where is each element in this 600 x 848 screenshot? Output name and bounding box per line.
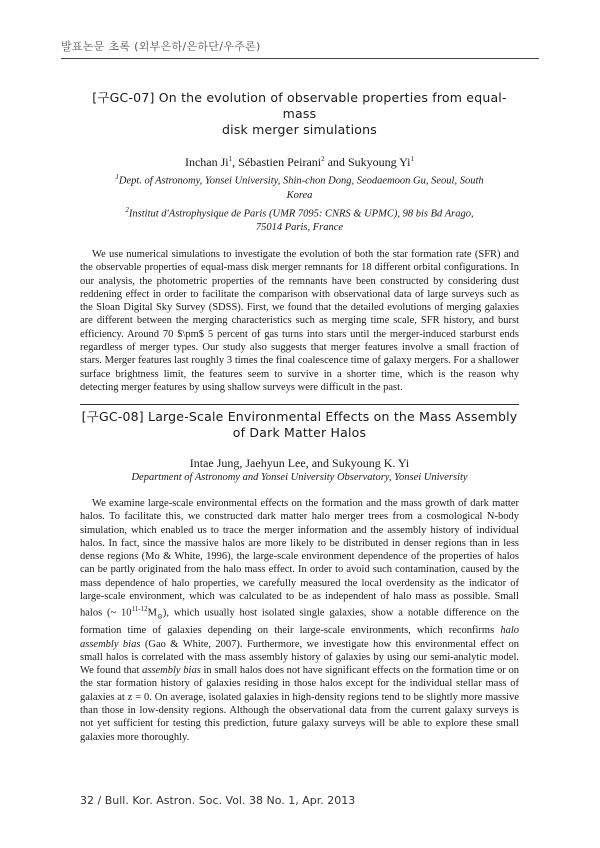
running-header: 발표논문 초록 (외부은하/은하단/우주론)	[61, 40, 261, 53]
affiliation-line: Dept. of Astronomy, Yonsei University, Shin-chon Dong, Seodaemoon Gu, Seoul, South	[118, 175, 484, 187]
mass-unit: M	[147, 607, 157, 619]
abstract-title	[80, 90, 519, 138]
abstract-title-line1: [구GC-07] On the evolution of observable properties from equal-mass	[92, 90, 507, 121]
section-separator	[80, 404, 519, 405]
affiliation-line: Institut d'Astrophysique de Paris (UMR 7095: CNRS & UPMC), 98 bis Bd Arago,	[128, 208, 474, 219]
affiliation-line: Korea	[286, 189, 313, 201]
abstract-title-line1: [구GC-08] Large-Scale Environmental Effects on the Mass Assembly	[81, 409, 518, 424]
affiliation-sup: 2	[125, 205, 129, 214]
page-footer: 32 / Bull. Kor. Astron. Soc. Vol. 38 No. 1, Apr. 2013	[80, 794, 356, 807]
solar-symbol: ⊙	[156, 612, 163, 621]
author-separator: and	[324, 155, 348, 169]
affiliation: Department of Astronomy and Yonsei University Observatory, Yonsei University	[131, 472, 468, 483]
author-list: Intae Jung, Jaehyun Lee, and Sukyoung K. Yi	[189, 456, 410, 470]
italic-term: assembly bias	[142, 665, 201, 677]
author-separator: ,	[232, 155, 239, 169]
abstract-body	[80, 497, 519, 744]
body-text: ), which usually host isolated single galaxies, show a notable difference on the formation time of galaxies depending on their large-scale environments, which reconfirms	[80, 607, 519, 637]
author-sup: 1	[228, 155, 233, 163]
mass-exponent: 11-12	[131, 605, 148, 614]
author-sup: 1	[410, 155, 415, 163]
affiliation-line: 75014 Paris, France	[255, 222, 344, 233]
affiliation-2	[80, 203, 519, 236]
author-sup: 2	[321, 155, 325, 163]
affiliation-sup: 1	[115, 173, 119, 181]
body-text: We examine large-scale environmental effects on the formation and the mass growth of dark matter halos. To facilitate this, we constructed dark matter halo merger trees from a cosmological N-body simulation, which enabled us to trace the merger information and the assembly history of individual halos. In fact, since the massive halos are more likely to be distributed in denser regions than in less dense regions (Mo & White, 1996), the large-scale environment dependence of the properties of halos can be partly originated from the halo mass effect. In order to avoid such contamination, caused by the mass dependence of halo properties, we carefully measured the local overdensity as the indicator of large-scale environment, which was calculated to be as independent of halo mass as possible. Small halos (~ 10	[80, 498, 519, 619]
italic-term: halo assembly bias	[80, 625, 519, 650]
affiliation-1	[80, 170, 519, 203]
author-list	[80, 152, 519, 170]
abstract-title	[80, 409, 519, 441]
author-name: Sukyoung Yi	[347, 155, 411, 169]
abstract-gc08	[80, 409, 519, 744]
abstract-body: We use numerical simulations to investigate the evolution of both the star formation rate (SFR) and the observable properties of equal-mass disk merger remnants for 18 different orbital configurations. In our analysis, the photometric properties of the remnants have been constructed by considering dust reddening effect in order to facilitate the comparison with observational data of large surveys such as the Sloan Digital Sky Survey (SDSS). First, we found that the detailed evolutions of merging galaxies are different between the merging characteristics such as merging time scale, SFR history, and burst efficiency. Around 70 $\pm$ 5 percent of gas turns into stars until the merger-induced starburst ends regardless of merger types. Our study also suggests that merger features involve a small fraction of stars. Merger features last roughly 3 times the final coalescence time of galaxy mergers. For a shallower surface brightness limit, the features seem to survive in a shorter time, which is the reason why detecting merger features by using shallow surveys were difficult in the past.	[80, 249, 519, 393]
body-text: (Gao & White, 2007). Furthermore, we investigate how this environmental effect on small halos is correlated with the mass assembly history of galaxies by using our semi-analytic model. We found that	[80, 638, 519, 677]
abstract-title-line2: disk merger simulations	[222, 122, 377, 137]
abstract-gc07	[80, 90, 519, 394]
author-name: Sébastien Peirani	[238, 155, 322, 169]
author-name: Inchan Ji	[184, 155, 229, 169]
abstract-title-line2: of Dark Matter Halos	[232, 425, 367, 440]
header-rule	[61, 58, 539, 59]
body-text: in small halos does not have significant effects on the formation time or on the star formation history of galaxies residing in those halos except for the individual stellar mass of galaxies at z = 0. On average, isolated galaxies in high-density regions tend to be slightly more massive than those in low-density regions. Although the observational data from the current galaxy surveys is not yet sufficient for testing this prediction, future galaxy surveys will be able to explore these small galaxies more thoroughly.	[80, 665, 519, 743]
